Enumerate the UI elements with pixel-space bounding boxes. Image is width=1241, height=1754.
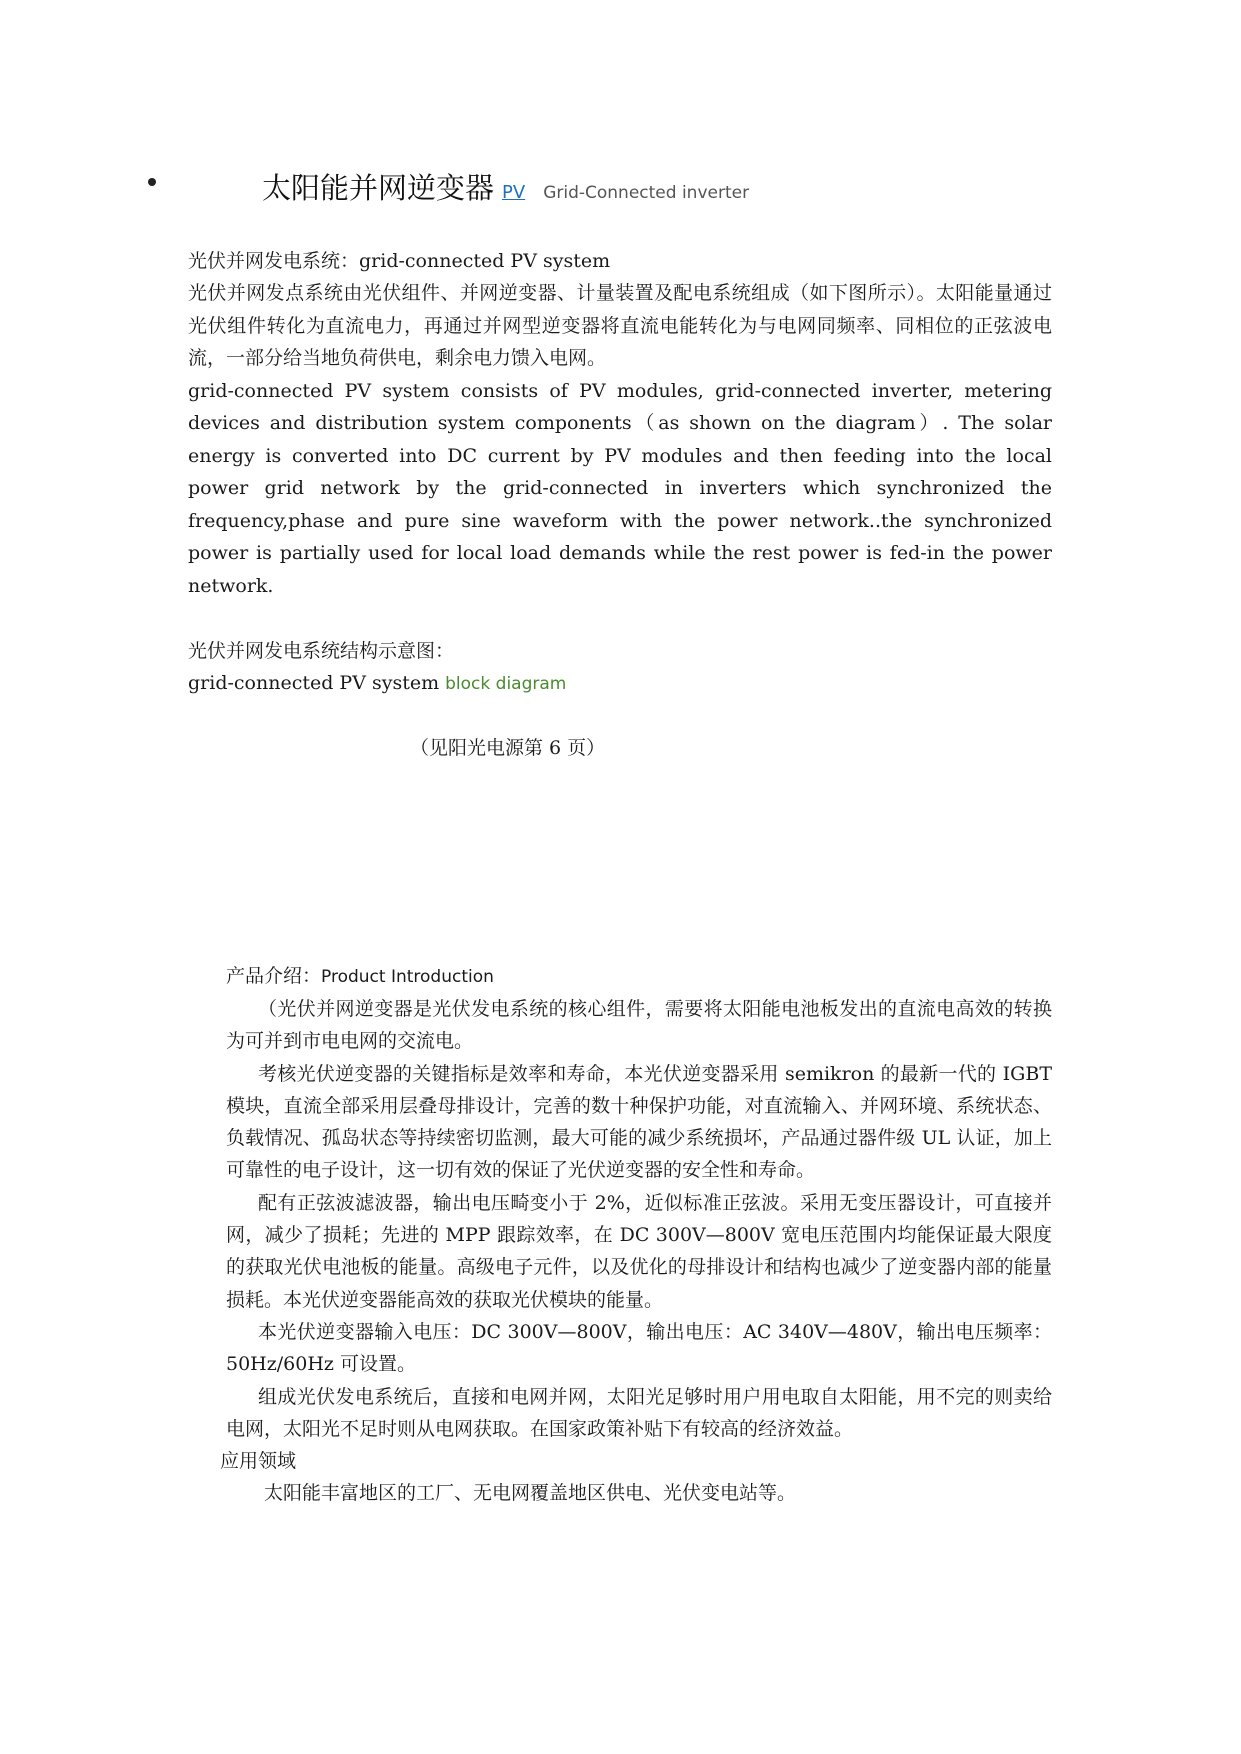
application-description: 太阳能丰富地区的工厂、无电网覆盖地区供电、光伏变电站等。 <box>264 1482 797 1505</box>
intro-paragraph-4: 本光伏逆变器输入电压：DC 300V—800V，输出电压：AC 340V—480V，输出电压频率：50Hz/60Hz 可设置。 <box>226 1320 1052 1376</box>
pv-link[interactable]: PV <box>502 182 526 203</box>
diagram-heading-en <box>188 667 1052 700</box>
system-description-cn: 光伏并网发点系统由光伏组件、并网逆变器、计量装置及配电系统组成（如下图所示）。太阳能量通过光伏组件转化为直流电力，再通过并网型逆变器将直流电能转化为与电网同频率、同相位的正弦波电流，一部分给当地负荷供电，剩余电力馈入电网。 <box>188 282 1052 369</box>
intro-paragraph-1: （光伏并网逆变器是光伏发电系统的核心组件，需要将太阳能电池板发出的直流电高效的转换为可并到市电电网的交流电。 <box>226 998 1052 1053</box>
list-bullet <box>148 178 156 186</box>
product-intro-heading-en: Product Introduction <box>321 967 494 987</box>
product-intro-heading-cn: 产品介绍： <box>226 965 322 987</box>
block-diagram-label: block diagram <box>445 674 567 694</box>
page-title <box>262 166 749 207</box>
see-page-note: （见阳光电源第 6 页） <box>410 737 606 759</box>
diagram-heading-en-text: grid-connected PV system <box>188 672 446 694</box>
product-intro-heading <box>226 960 1052 993</box>
title-english: Grid-Connected inverter <box>543 183 750 203</box>
block-diagram-section <box>188 635 1052 700</box>
product-introduction-section <box>220 960 1052 1509</box>
system-overview-section <box>188 245 1052 602</box>
diagram-heading-cn: 光伏并网发电系统结构示意图： <box>188 640 455 662</box>
intro-paragraph-3: 配有正弦波滤波器，输出电压畸变小于 2%，近似标准正弦波。采用无变压器设计，可直接并网，减少了损耗；先进的 MPP 跟踪效率，在 DC 300V—800V 宽电压范围内均能保证最大限度的获取光伏电池板的能量。高级电子元件，以及优化的母排设计和结构也减少了逆变器内部的能量损耗。本光伏逆变器能高效的获取光伏模块的能量。 <box>226 1191 1052 1311</box>
system-heading: 光伏并网发电系统：grid-connected PV system <box>188 250 611 272</box>
intro-paragraph-2: 考核光伏逆变器的关键指标是效率和寿命，本光伏逆变器采用 semikron 的最新一代的 IGBT 模块，直流全部采用层叠母排设计，完善的数十种保护功能，对直流输入、并网环境、系统状态、负载情况、孤岛状态等持续密切监测，最大可能的减少系统损坏，产品通过器件级 UL 认证，加上可靠性的电子设计，这一切有效的保证了光伏逆变器的安全性和寿命。 <box>226 1062 1052 1182</box>
system-description-en: grid-connected PV system consists of PV modules, grid-connected inverter, metering devices and distribution system components（as shown on the diagram）. The solar energy is converted into DC current by PV modules and then feeding into the local power grid network by the grid-connected in inverters which synchronized the frequency,phase and pure sine waveform with the power network..the synchronized power is partially used for local load demands while the rest power is fed-in the power network. <box>188 379 1052 597</box>
application-heading: 应用领域 <box>220 1450 297 1473</box>
intro-paragraph-5: 组成光伏发电系统后，直接和电网并网，太阳光足够时用户用电取自太阳能，用不完的则卖给电网，太阳光不足时则从电网获取。在国家政策补贴下有较高的经济效益。 <box>226 1385 1052 1440</box>
title-chinese: 太阳能并网逆变器 <box>262 171 495 205</box>
